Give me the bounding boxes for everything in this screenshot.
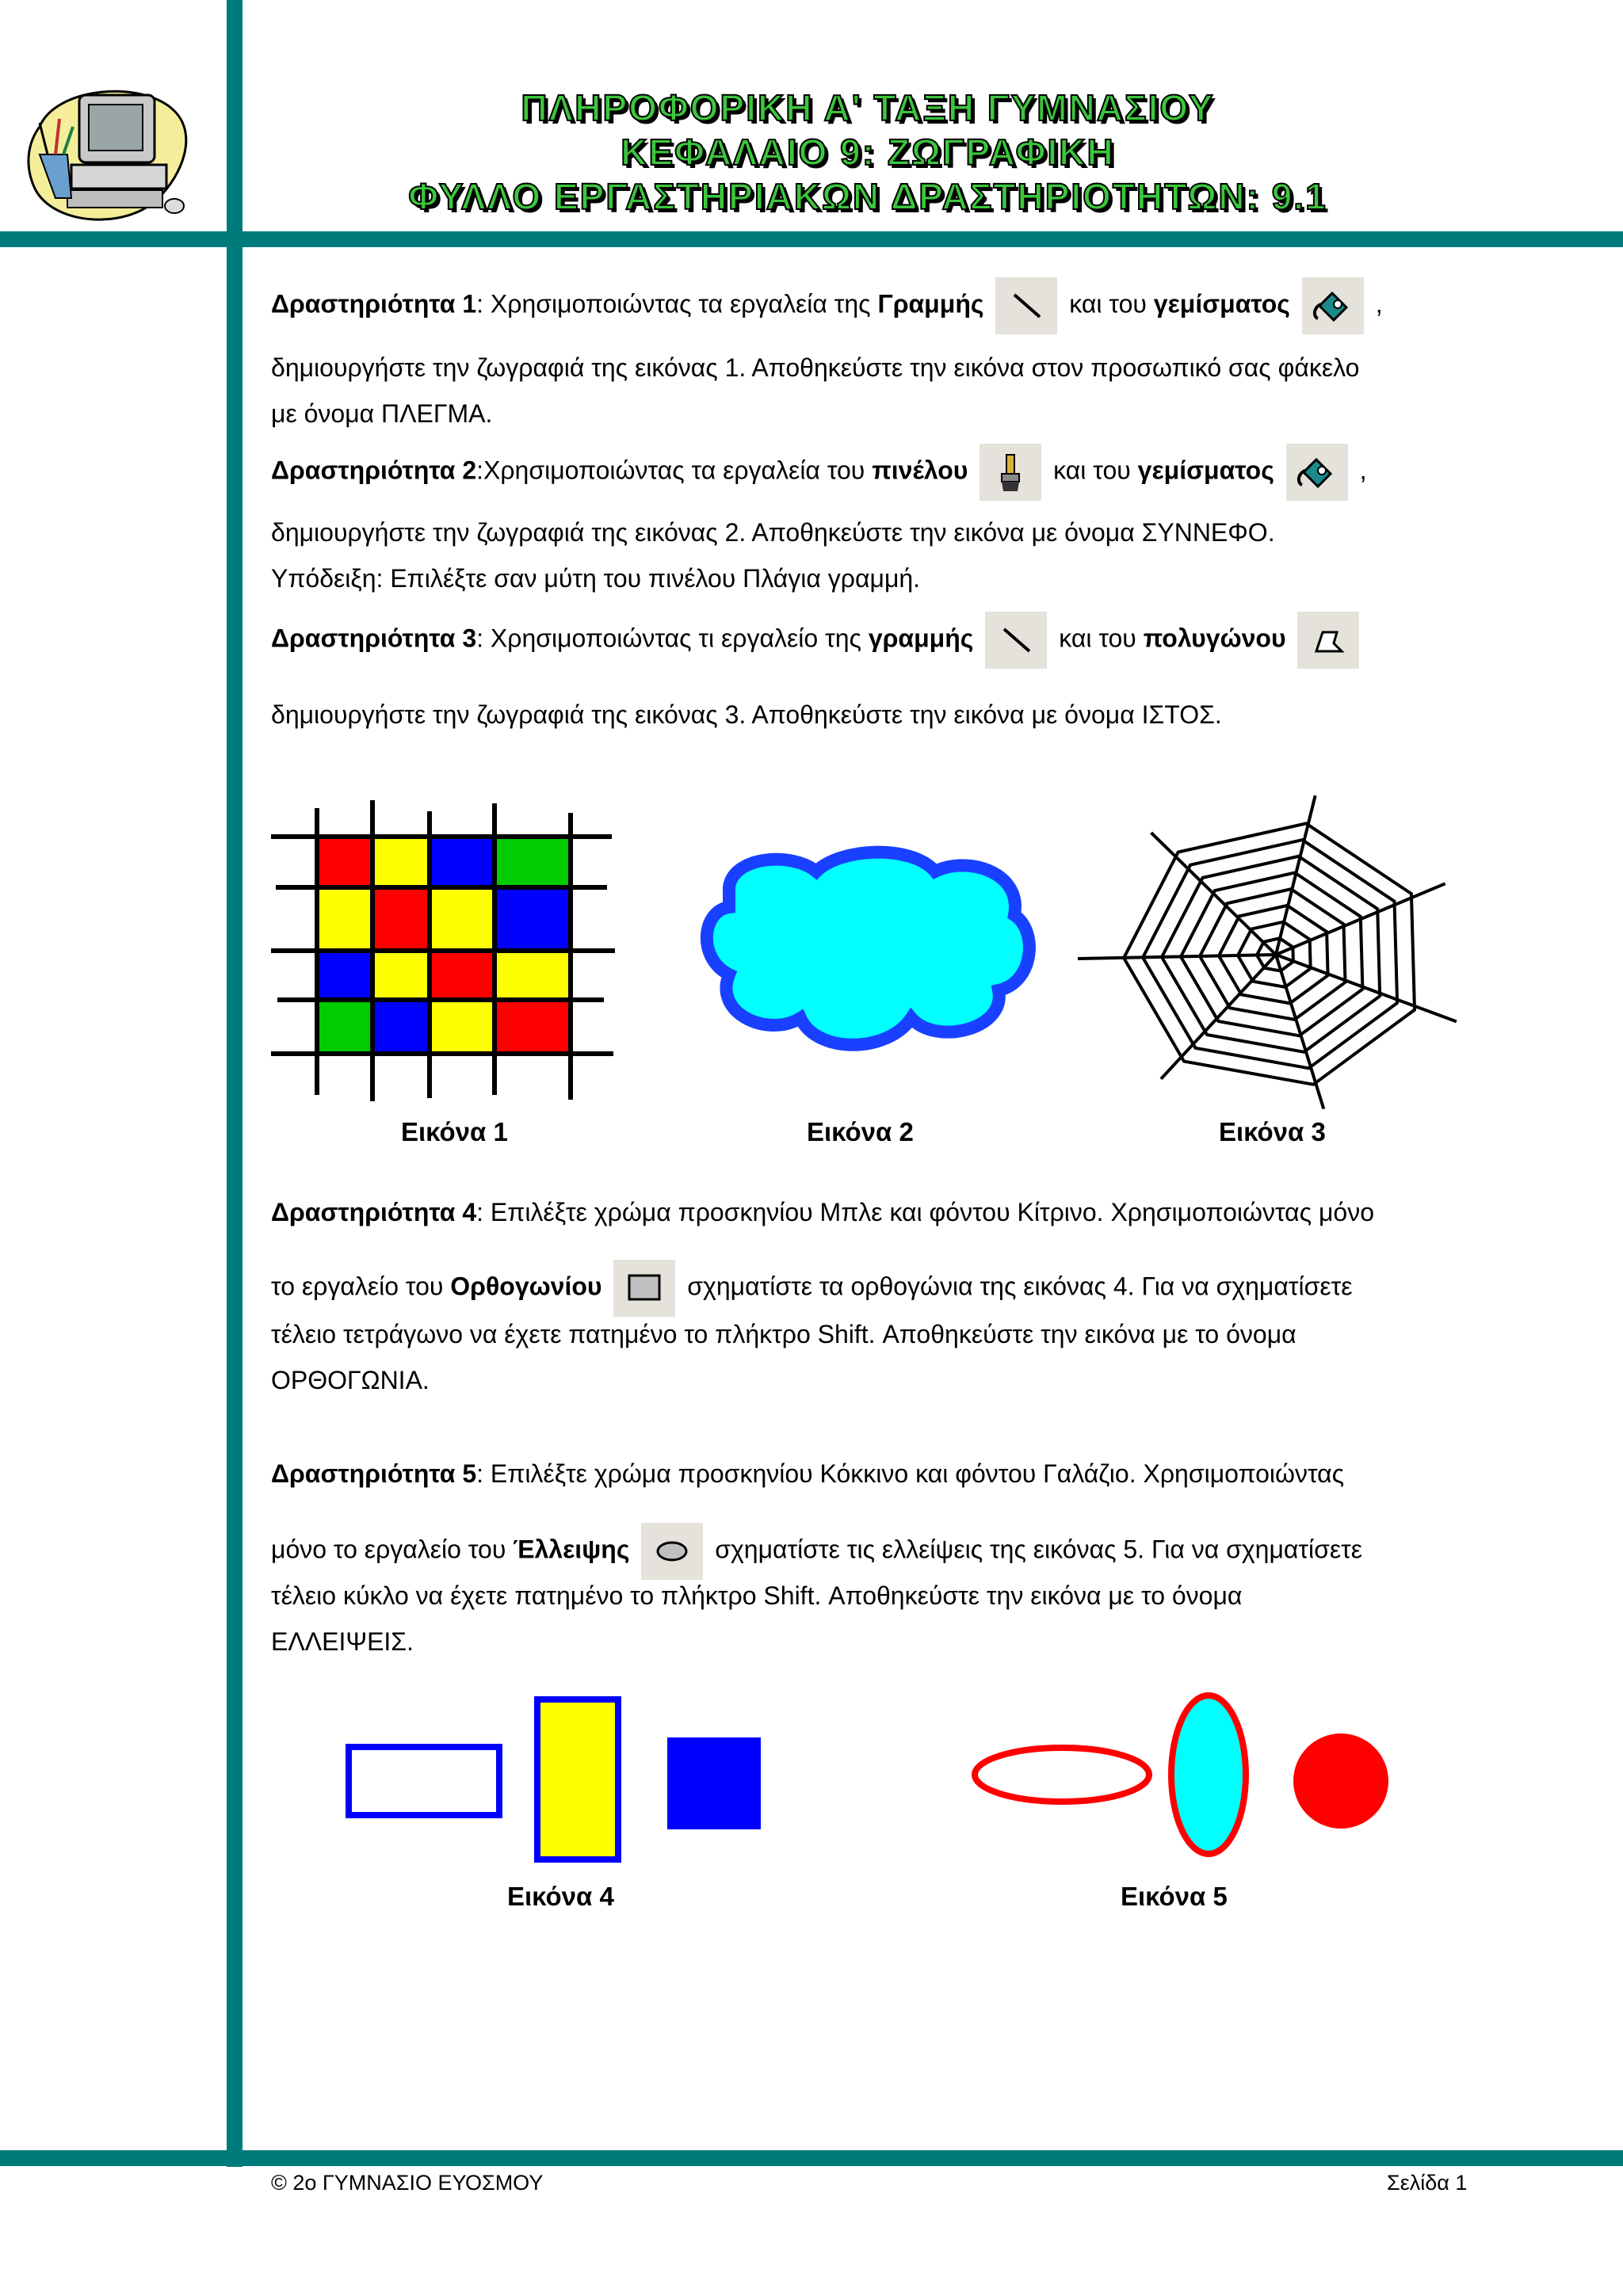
activity-3-line-1 <box>271 612 1476 669</box>
header-title-line3: ΦΥΛΛΟ ΕΡΓΑΣΤΗΡΙΑΚΩΝ ΔΡΑΣΤΗΡΙΟΤΗΤΩΝ: 9.1 <box>408 176 1327 217</box>
yellow-rectangle <box>537 1699 618 1859</box>
activity-4-text: : Επιλέξτε χρώμα προσκηνίου Μπλε και φόντου Κίτρινο. Χρησιμοποιώντας μόνο <box>476 1198 1374 1226</box>
grid-cell <box>495 1000 571 1054</box>
web-spoke <box>1078 955 1276 959</box>
computer-logo-icon <box>24 79 198 230</box>
polygon-tool-icon <box>1297 612 1359 669</box>
activity-5-label: Δραστηριότητα 5 <box>271 1459 477 1488</box>
activity-2-label: Δραστηριότητα 2 <box>271 456 477 485</box>
outline-ellipse <box>975 1748 1149 1802</box>
activity-2-line-2: δημιουργήστε την ζωγραφιά της εικόνας 2. Αποθηκεύστε την εικόνα με όνομα ΣΥΝΝΕΦΟ. <box>271 518 1275 547</box>
figure-5-ellipses <box>959 1680 1403 1878</box>
caption-figure-2: Εικόνα 2 <box>807 1117 914 1146</box>
grid-cell <box>372 1000 430 1054</box>
activity-1-text: : Χρησιμοποιώντας τα εργαλεία της <box>476 289 878 318</box>
activity-3-text: : Χρησιμοποιώντας τι εργαλείο της <box>476 624 869 653</box>
activity-5-text-2: μόνο το εργαλείο του <box>271 1535 514 1564</box>
grid-cell <box>317 1000 372 1054</box>
brush-tool-icon <box>980 444 1041 501</box>
grid-cells <box>317 837 571 1054</box>
activity-1-text-2: και του <box>1069 289 1154 318</box>
activity-5-line-3: τέλειο κύκλο να έχετε πατημένο το πλήκτρο Shift. Αποθηκεύστε την εικόνα με το όνομα <box>271 1581 1243 1610</box>
left-border-bar <box>227 0 242 2167</box>
activity-5-line-1 <box>271 1458 1476 1489</box>
activity-2-text-2: και του <box>1053 456 1138 485</box>
header-title-line2: ΚΕΦΑΛΑΙΟ 9: ΖΩΓΡΑΦΙΚΗ <box>621 132 1115 173</box>
activity-4-line-4: ΟΡΘΟΓΩΝΙΑ. <box>271 1366 430 1394</box>
activity-3-polygon-tool-name: πολυγώνου <box>1143 624 1286 653</box>
activity-1-line-tool-name: Γραμμής <box>877 289 984 318</box>
activity-2-fill-tool-name: γεμίσματος <box>1137 456 1274 485</box>
activity-5-text-3: σχηματίστε τις ελλείψεις της εικόνας 5. Για να σχηματίσετε <box>715 1535 1363 1564</box>
line-tool-icon-2 <box>985 612 1047 669</box>
grid-cell <box>430 837 495 887</box>
activity-1-label: Δραστηριότητα 1 <box>271 289 477 318</box>
red-circle <box>1293 1733 1388 1829</box>
rectangle-tool-icon <box>613 1260 675 1317</box>
header-titles <box>262 86 1474 219</box>
grid-cell <box>372 951 430 1000</box>
activity-4-line-3: τέλειο τετράγωνο να έχετε πατημένο το πλήκτρο Shift. Αποθηκεύστε την εικόνα με το όνομα <box>271 1320 1296 1348</box>
ellipse-tool-icon <box>641 1523 703 1580</box>
activity-1-text-3: , <box>1375 289 1383 318</box>
grid-cell <box>495 951 571 1000</box>
web-lines <box>1078 795 1457 1109</box>
activity-2-text-3: , <box>1359 456 1367 485</box>
blue-square <box>667 1737 761 1829</box>
header-divider <box>0 231 1623 247</box>
activity-1-line-3: με όνομα ΠΛΕΓΜΑ. <box>271 399 493 428</box>
figure-3-spider-web <box>1078 792 1474 1117</box>
figure-2-cloud <box>697 840 1038 1062</box>
caption-figure-5: Εικόνα 5 <box>1121 1882 1228 1911</box>
activity-2-line-3: Υπόδειξη: Επιλέξτε σαν μύτη του πινέλου Πλάγια γραμμή. <box>271 564 921 593</box>
grid-cell <box>495 837 571 887</box>
activity-3-label: Δραστηριότητα 3 <box>271 624 477 653</box>
grid-cell <box>317 837 372 887</box>
activity-4-text-3: σχηματίστε τα ορθογώνια της εικόνας 4. Για να σχηματίσετε <box>687 1272 1353 1301</box>
activity-5-line-4: ΕΛΛΕΙΨΕΙΣ. <box>271 1627 414 1656</box>
activity-1-fill-tool-name: γεμίσματος <box>1153 289 1290 318</box>
activity-5-text: : Επιλέξτε χρώμα προσκηνίου Κόκκινο και φόντου Γαλάζιο. Χρησιμοποιώντας <box>476 1459 1345 1488</box>
activity-4-rectangle-tool-name: Ορθογωνίου <box>450 1272 602 1301</box>
grid-cell <box>430 1000 495 1054</box>
grid-cell <box>317 887 372 951</box>
activity-4-line-2 <box>271 1260 1476 1317</box>
cyan-ellipse <box>1171 1695 1246 1854</box>
activity-1-line-2: δημιουργήστε την ζωγραφιά της εικόνας 1. Αποθηκεύστε την εικόνα στον προσωπικό σας φάκελο <box>271 353 1360 382</box>
caption-figure-1: Εικόνα 1 <box>401 1117 508 1146</box>
activity-5-ellipse-tool-name: Έλλειψης <box>513 1535 630 1564</box>
grid-cell <box>430 887 495 951</box>
activity-4-label: Δραστηριότητα 4 <box>271 1198 477 1226</box>
figure-1-grid <box>271 800 620 1101</box>
activity-1-line-1 <box>271 277 1476 334</box>
activity-5-line-2 <box>271 1523 1476 1580</box>
footer-school: © 2ο ΓΥΜΝΑΣΙΟ ΕΥΟΣΜΟΥ <box>271 2171 544 2195</box>
activity-2-line-1 <box>271 444 1476 501</box>
caption-figure-3: Εικόνα 3 <box>1219 1117 1326 1146</box>
activity-3-text-2: και του <box>1059 624 1144 653</box>
footer-page-number: Σελίδα 1 <box>1387 2171 1468 2195</box>
grid-cell <box>430 951 495 1000</box>
fill-bucket-icon-2 <box>1286 444 1348 501</box>
activity-2-brush-tool-name: πινέλου <box>872 456 968 485</box>
grid-cell <box>372 887 430 951</box>
figure-4-rectangles <box>341 1691 769 1866</box>
activity-4-text-2: το εργαλείο του <box>271 1272 451 1301</box>
fill-bucket-icon <box>1302 277 1364 334</box>
activity-2-text: :Χρησιμοποιώντας τα εργαλεία του <box>476 456 873 485</box>
grid-cell <box>317 951 372 1000</box>
line-tool-icon <box>995 277 1057 334</box>
activity-3-line-2: δημιουργήστε την ζωγραφιά της εικόνας 3. Αποθηκεύστε την εικόνα με όνομα ΙΣΤΟΣ. <box>271 700 1222 729</box>
header-title-line1: ΠΛΗΡΟΦΟΡΙΚΗ Α' ΤΑΞΗ ΓΥΜΝΑΣΙΟΥ <box>521 87 1215 128</box>
grid-cell <box>495 887 571 951</box>
grid-cell <box>372 837 430 887</box>
footer-divider <box>0 2150 1623 2166</box>
activity-3-line-tool-name: γραμμής <box>868 624 974 653</box>
caption-figure-4: Εικόνα 4 <box>507 1882 614 1911</box>
activity-4-line-1 <box>271 1196 1476 1228</box>
outline-rectangle <box>349 1747 499 1815</box>
